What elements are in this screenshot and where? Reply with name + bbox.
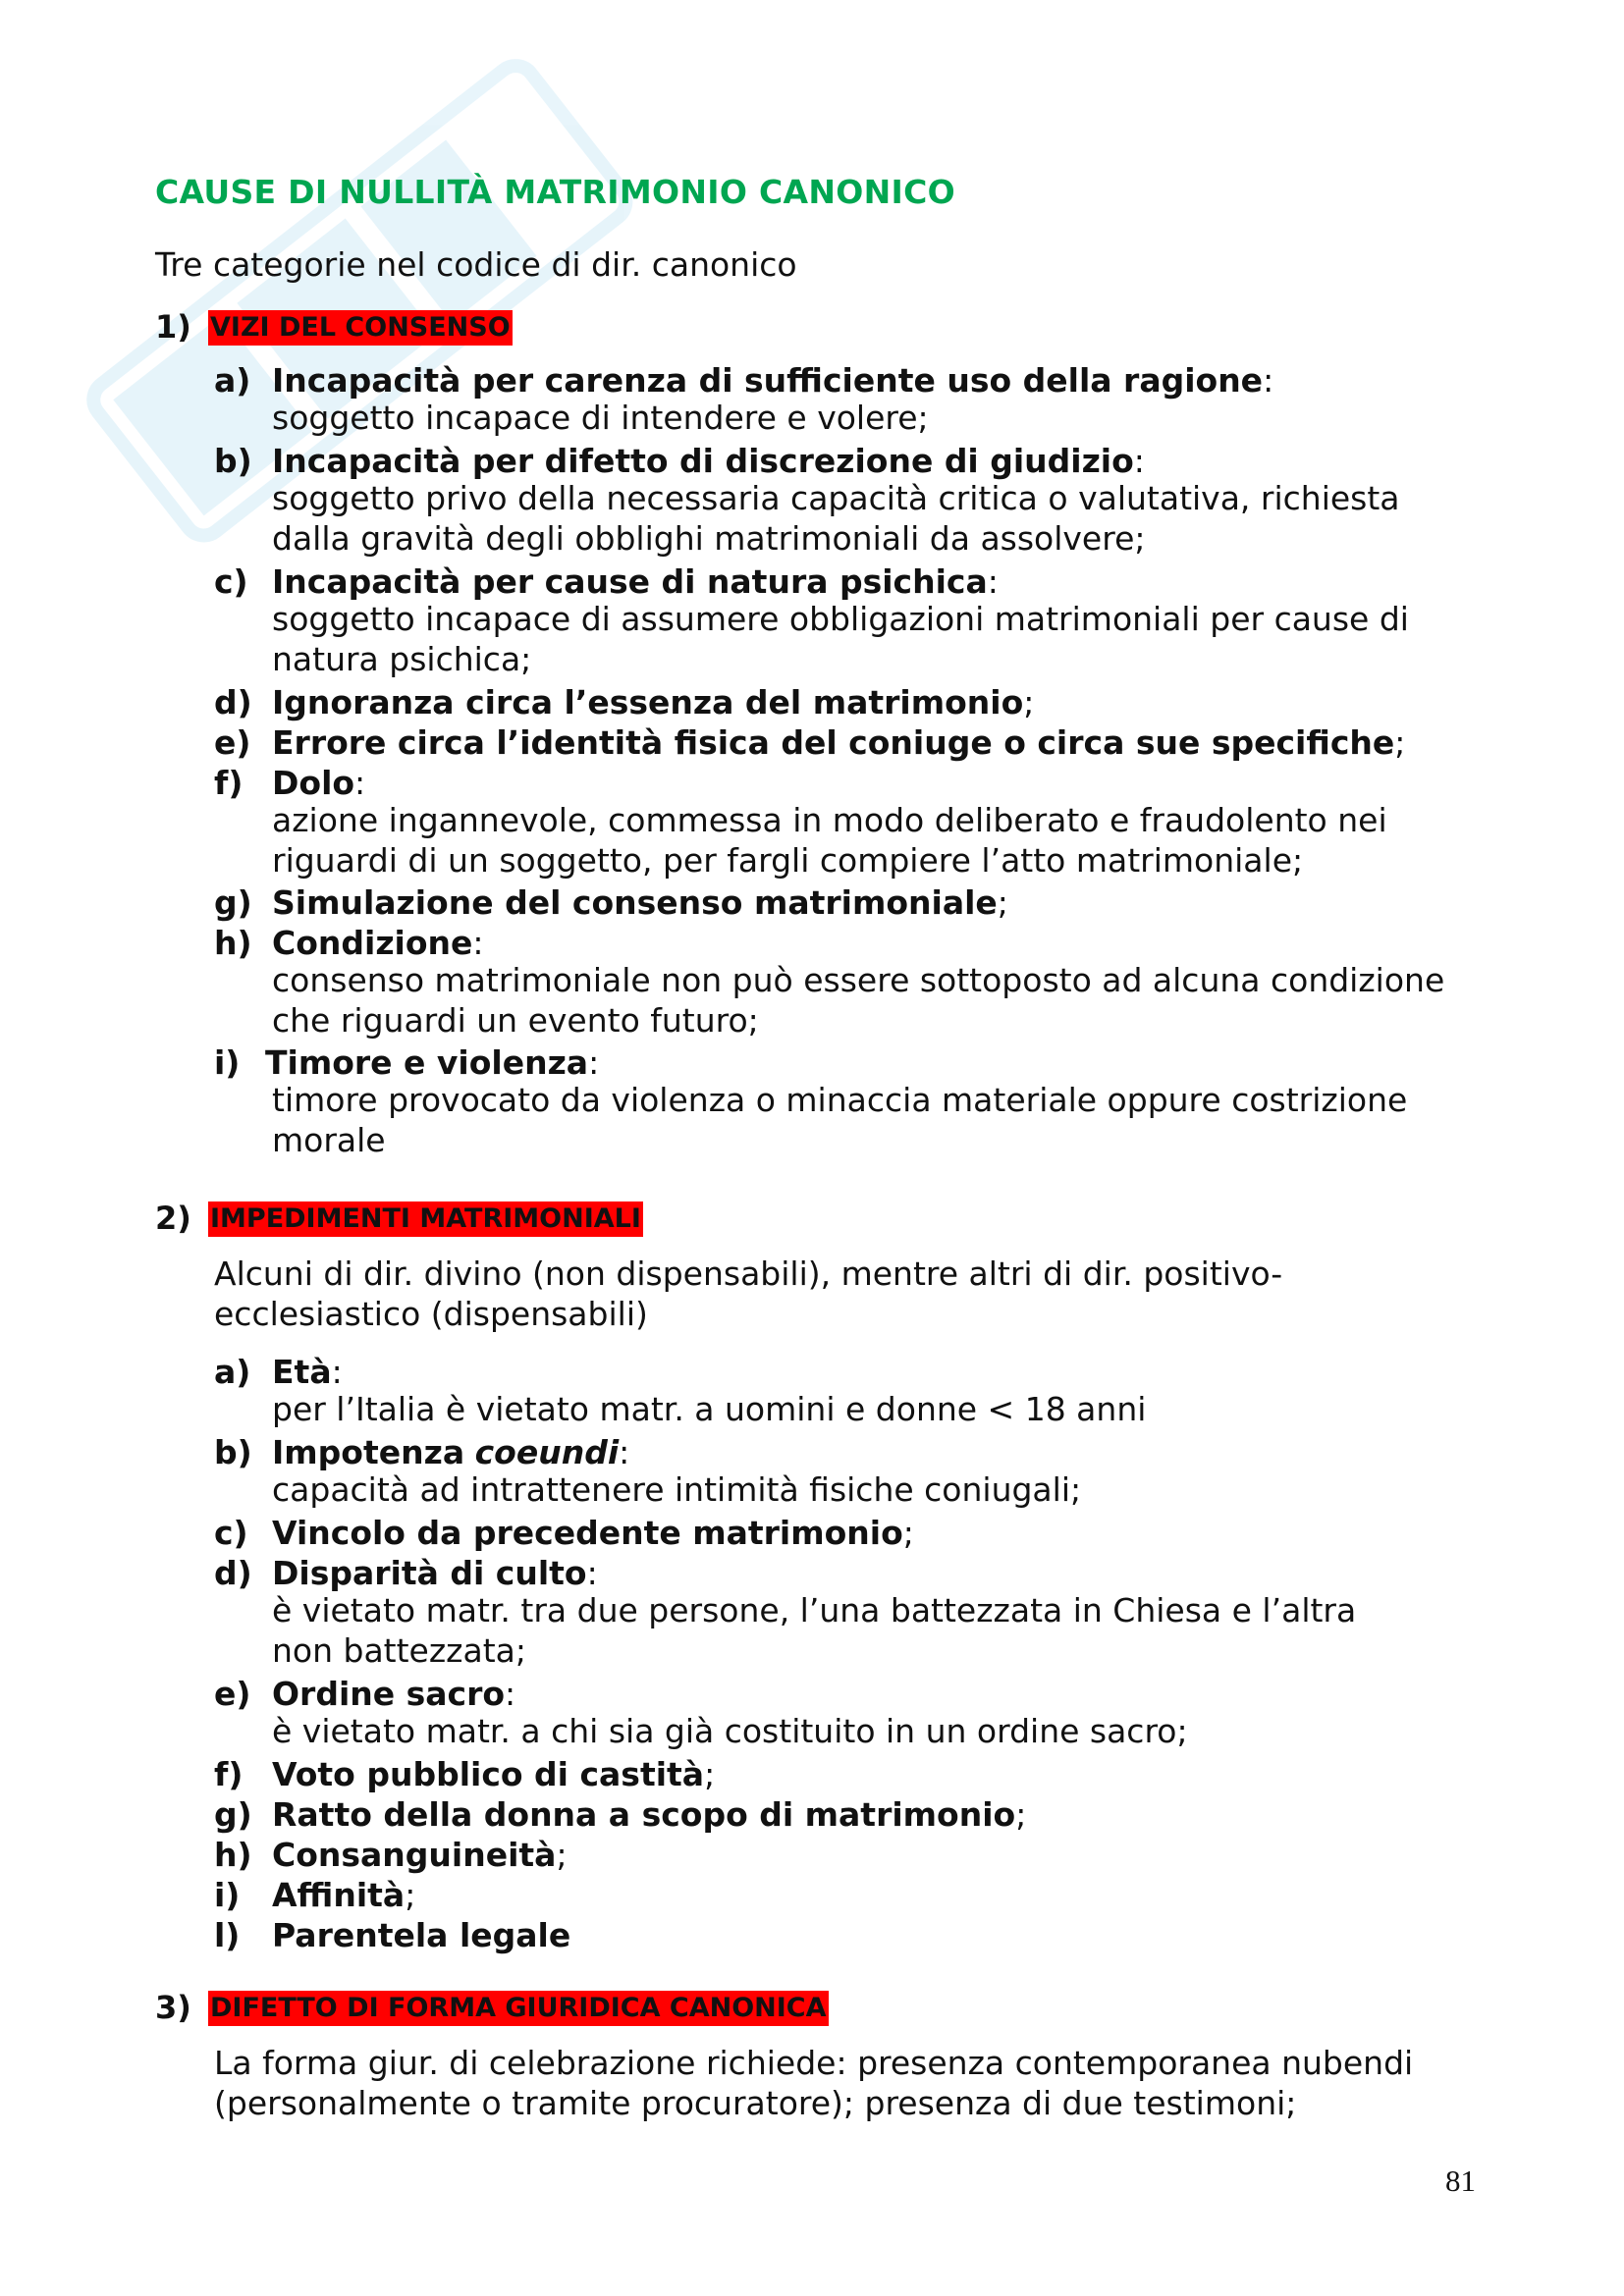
list-item: b) Incapacità per difetto di discrezione di giudizio: <box>214 442 1145 480</box>
item-description: soggetto incapace di intendere e volere; <box>272 399 929 437</box>
page-number: 81 <box>1445 2163 1476 2198</box>
item-description: soggetto privo della necessaria capacità critica o valutativa, richiesta dalla gravità degli obblighi matrimoniali da assolvere; <box>272 479 1400 558</box>
section-1-heading <box>155 308 513 346</box>
item-description: capacità ad intrattenere intimità fisiche coniugali; <box>272 1470 1082 1509</box>
page-title: CAUSE DI NULLITÀ MATRIMONIO CANONICO <box>155 173 955 211</box>
list-item: h) Consanguineità; <box>214 1836 568 1874</box>
list-item: d) Ignoranza circa l’essenza del matrimonio; <box>214 683 1035 721</box>
section-heading-highlight: VIZI DEL CONSENSO <box>208 310 513 346</box>
intro-text: Tre categorie nel codice di dir. canonico <box>155 245 797 284</box>
section-heading-highlight: IMPEDIMENTI MATRIMONIALI <box>208 1201 643 1237</box>
list-item: a) Età: <box>214 1353 343 1391</box>
section-3-heading <box>155 1989 829 2026</box>
list-item: d) Disparità di culto: <box>214 1554 598 1592</box>
list-item: f) Voto pubblico di castità; <box>214 1755 716 1793</box>
section-number: 2) <box>155 1200 191 1237</box>
list-item: f) Dolo: <box>214 764 366 802</box>
section-intro: La forma giur. di celebrazione richiede: presenza contemporanea nubendi (personalmente o tramite procuratore); presenza di due testimoni; <box>214 2044 1414 2122</box>
list-item: g) Ratto della donna a scopo di matrimonio; <box>214 1795 1027 1834</box>
list-item: i) Timore e violenza: <box>214 1043 600 1082</box>
list-item: c) Incapacità per cause di natura psichica: <box>214 562 999 601</box>
section-2-heading <box>155 1200 643 1237</box>
section-number: 1) <box>155 308 191 346</box>
list-item: c) Vincolo da precedente matrimonio; <box>214 1514 914 1552</box>
list-item: a) Incapacità per carenza di sufficiente uso della ragione: <box>214 361 1274 400</box>
list-item: e) Ordine sacro: <box>214 1675 516 1713</box>
item-description: è vietato matr. a chi sia già costituito in un ordine sacro; <box>272 1712 1188 1750</box>
item-description: timore provocato da violenza o minaccia materiale oppure costrizione morale <box>272 1081 1408 1159</box>
section-number: 3) <box>155 1989 191 2026</box>
section-intro: Alcuni di dir. divino (non dispensabili), mentre altri di dir. positivo- ecclesiastico (dispensabili) <box>214 1255 1283 1333</box>
item-description: consenso matrimoniale non può essere sottoposto ad alcuna condizione che riguardi un evento futuro; <box>272 961 1445 1040</box>
list-item: h) Condizione: <box>214 924 484 962</box>
list-item: l) Parentela legale <box>214 1916 571 1954</box>
item-description: è vietato matr. tra due persone, l’una battezzata in Chiesa e l’altra non battezzata; <box>272 1591 1357 1670</box>
item-description: per l’Italia è vietato matr. a uomini e donne < 18 anni <box>272 1390 1147 1428</box>
list-item: i) Affinità; <box>214 1876 416 1914</box>
section-heading-highlight: DIFETTO DI FORMA GIURIDICA CANONICA <box>208 1991 829 2026</box>
item-description: soggetto incapace di assumere obbligazioni matrimoniali per cause di natura psichica; <box>272 600 1409 678</box>
item-description: azione ingannevole, commessa in modo deliberato e fraudolento nei riguardi di un soggetto, per fargli compiere l’atto matrimoniale; <box>272 801 1387 880</box>
list-item: g) Simulazione del consenso matrimoniale; <box>214 883 1008 922</box>
list-item: e) Errore circa l’identità fisica del coniuge o circa sue specifiche; <box>214 723 1406 762</box>
list-item: b) Impotenza coeundi: <box>214 1433 630 1471</box>
